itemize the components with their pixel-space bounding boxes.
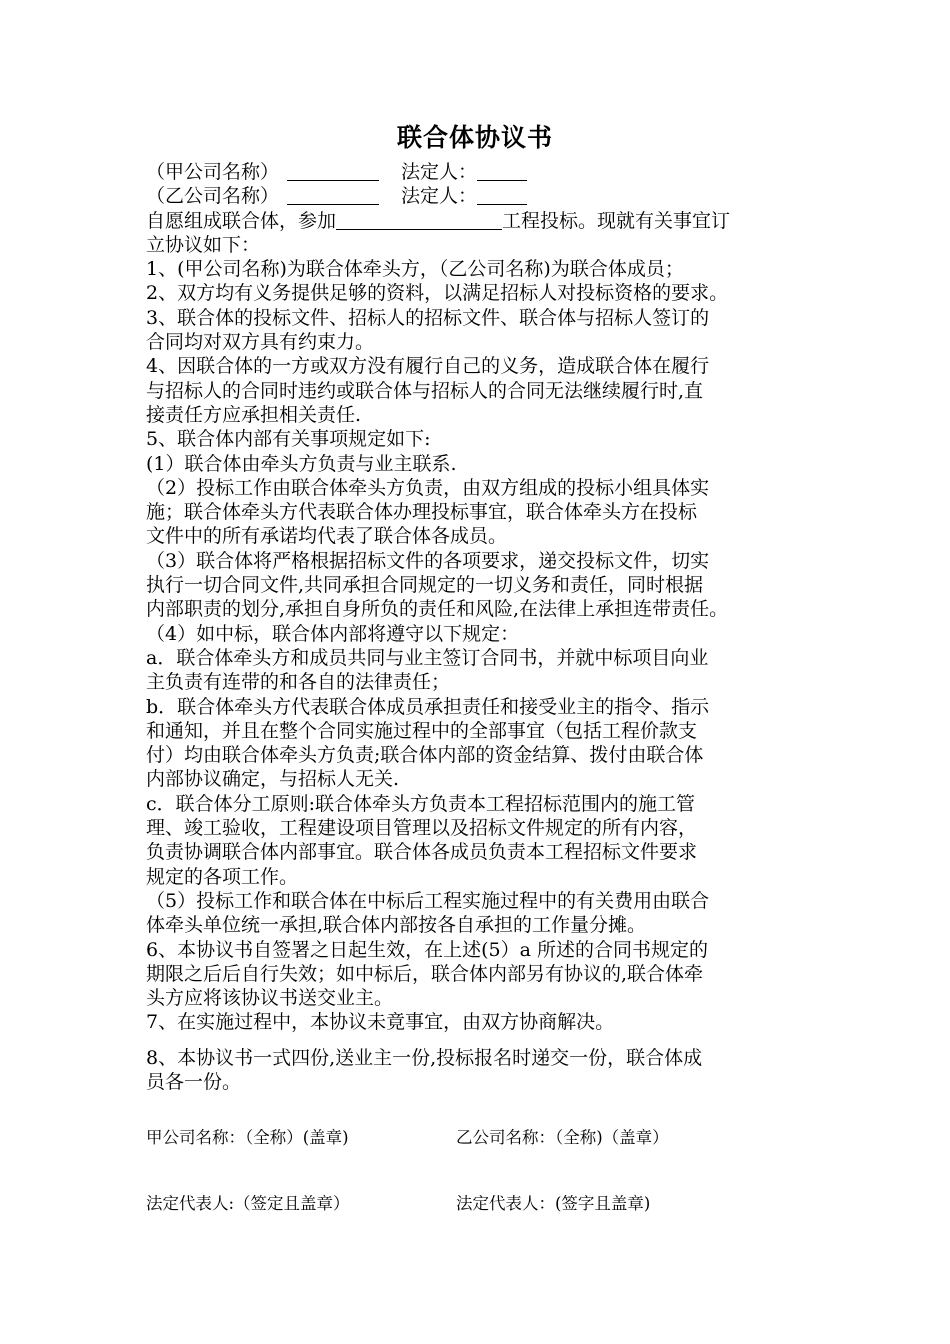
intro-line-2: 立协议如下： <box>146 233 261 256</box>
clause-line: (1）联合体由牵头方负责与业主联系. <box>146 452 457 475</box>
signature-name-row <box>146 1124 826 1148</box>
clause-line: （5）投标工作和联合体在中标后工程实施过程中的有关费用由联合 <box>146 889 710 912</box>
clause-8-line: 8、本协议书一式四份,送业主一份,投标报名时递交一份，联合体成 <box>146 1046 703 1069</box>
clause-line: 文件中的所有承诺均代表了联合体各成员。 <box>146 525 508 548</box>
clause-line: b．联合体牵头方代表联合体成员承担责任和接受业主的指令、指示 <box>146 695 710 718</box>
clause-line: 与招标人的合同时违约或联合体与招标人的合同无法继续履行时,直 <box>146 379 704 402</box>
clause-line: 1、(甲公司名称)为联合体牵头方，（乙公司名称)为联合体成员； <box>146 258 684 281</box>
clause-line: 内部职责的划分,承担自身所负的责任和风险,在法律上承担连带责任。 <box>146 598 729 621</box>
document-title: 联合体协议书 <box>396 123 553 152</box>
intro-after-blank: 工程投标。现就有关事宜订 <box>502 209 731 232</box>
party-a-legal-label: 法定人： <box>401 161 478 183</box>
project-name-blank <box>336 210 502 230</box>
party-a-signature-rep: 法定代表人:（签定且盖章） <box>146 1194 350 1213</box>
clause-8-line: 员各一份。 <box>146 1070 242 1093</box>
clause-line: 7、在实施过程中，本协议未竟事宜，由双方协商解决。 <box>146 1011 615 1034</box>
party-b-legal-blank <box>477 185 527 205</box>
clause-line: 期限之后后自行失效；如中标后，联合体内部另有协议的,联合体牵 <box>146 962 704 985</box>
clause-line: （4）如中标，联合体内部将遵守以下规定： <box>146 622 520 645</box>
clause-line: c．联合体分工原则:联合体牵头方负责本工程招标范围内的施工管 <box>146 792 696 815</box>
clause-line: a．联合体牵头方和成员共同与业主签订合同书，并就中标项目向业 <box>146 646 709 669</box>
party-a-line <box>146 160 818 184</box>
clause-line: 2、双方均有义务提供足够的资料，以满足招标人对投标资格的要求。 <box>146 282 729 305</box>
party-b-label: （乙公司名称） <box>146 185 280 208</box>
party-b-signature-name: 乙公司名称：（全称)（盖章） <box>456 1128 669 1147</box>
clause-line: 头方应将该协议书送交业主。 <box>146 987 394 1010</box>
party-a-name-blank <box>287 161 379 181</box>
paragraph-gap <box>146 1035 818 1046</box>
clause-line: 规定的各项工作。 <box>146 865 299 888</box>
party-b-signature-rep: 法定代表人：(签字且盖章) <box>456 1194 651 1213</box>
clause-line: （2）投标工作由联合体牵头方负责，由双方组成的投标小组具体实 <box>146 476 710 499</box>
clause-line: 负责协调联合体内部事宜。联合体各成员负责本工程招标文件要求 <box>146 841 698 864</box>
clause-line: 和通知，并且在整个合同实施过程中的全部事宜（包括工程价款支 <box>146 719 698 742</box>
clause-line: 主负责有连带的和各自的法律责任； <box>146 671 451 694</box>
clause-line: 5、联合体内部有关事项规定如下: <box>146 428 431 451</box>
party-b-name-blank <box>287 185 379 205</box>
clause-line: 接责任方应承担相关责任. <box>146 403 362 426</box>
clause-line: 3、联合体的投标文件、招标人的招标文件、联合体与招标人签订的 <box>146 306 710 329</box>
clause-line: 6、本协议书自签署之日起生效，在上述(5）a 所述的合同书规定的 <box>146 938 708 961</box>
party-a-legal-blank <box>477 161 527 181</box>
clause-line: 理、竣工验收，工程建设项目管理以及招标文件规定的所有内容， <box>146 817 698 840</box>
clause-line: 内部协议确定，与招标人无关. <box>146 768 400 791</box>
clause-line: 执行一切合同文件,共同承担合同规定的一切义务和责任，同时根据 <box>146 574 704 597</box>
intro-before-blank: 自愿组成联合体，参加 <box>146 209 337 232</box>
clause-line: （3）联合体将严格根据招标文件的各项要求，递交投标文件，切实 <box>146 549 710 572</box>
clause-line: 体牵头单位统一承担,联合体内部按各自承担的工作量分摊。 <box>146 914 647 937</box>
clause-line: 施；联合体牵头方代表联合体办理投标事宜，联合体牵头方在投标 <box>146 501 698 524</box>
party-a-signature-name: 甲公司名称：（全称）(盖章) <box>146 1128 349 1147</box>
party-a-label: （甲公司名称） <box>146 161 280 183</box>
clause-line: 4、因联合体的一方或双方没有履行自己的义务，造成联合体在履行 <box>146 355 710 378</box>
intro-line-1 <box>146 209 818 233</box>
signature-rep-row <box>146 1190 826 1214</box>
clause-line: 合同均对双方具有约束力。 <box>146 331 375 354</box>
party-b-legal-label: 法定人： <box>401 185 478 208</box>
party-b-line <box>146 184 818 208</box>
clause-line: 付）均由联合体牵头方负责;联合体内部的资金结算、拨付由联合体 <box>146 744 704 767</box>
document-body <box>146 160 818 1094</box>
